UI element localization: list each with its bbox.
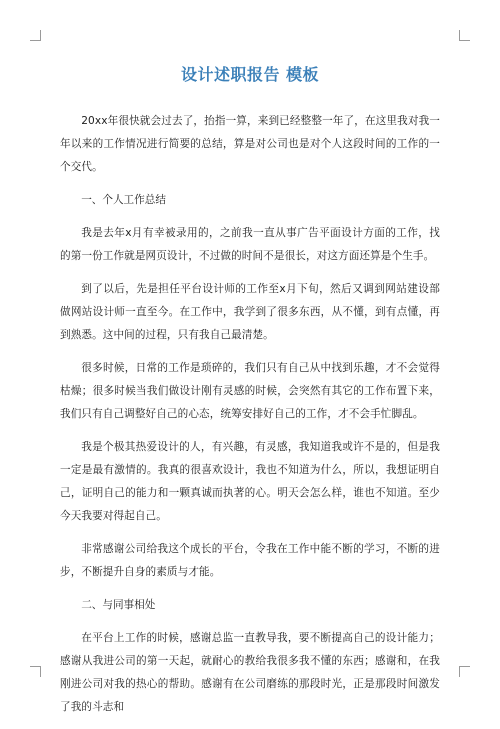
paragraph-colleagues: 在平台上工作的时候，感谢总监一直教导我，要不断提高自己的设计能力；感谢从我进公司的第一天起，就耐心的教给我很多我不懂的东西；感谢和，在我刚进公司对我的热心的帮助。感谢有在公司磨练的那段时光，正是那段时间激发了我的斗志和 — [60, 632, 440, 713]
document-body — [60, 110, 440, 719]
paragraph-role-change: 到了以后，先是担任平台设计师的工作至x月下旬，然后又调到网站建设部做网站设计师一直至今。在工作中，我学到了很多东西，从不懂，到有点懂，再到熟悉。这中间的过程，只有我自己最清楚。 — [60, 283, 440, 341]
paragraph-thanks: 非常感谢公司给我这个成长的平台，令我在工作中能不断的学习，不断的进步，不断提升自身的素质与才能。 — [60, 543, 440, 578]
paragraph-daily-work: 很多时候，日常的工作是琐碎的，我们只有自己从中找到乐趣，才不会觉得枯燥；很多时候当我们做设计刚有灵感的时候，会突然有其它的工作布置下来，我们只有自己调整好自己的心态，统筹安排好自己的工作，才不会手忙脚乱。 — [60, 362, 440, 420]
paragraph-passion: 我是个极其热爱设计的人，有兴趣，有灵感，我知道我或许不是的，但是我一定是最有激情的。我真的很喜欢设计，我也不知道为什么，所以，我想证明自己，证明自己的能力和一颗真诚而执著的心。明天会怎么样，谁也不知道。至少今天我要对得起自己。 — [60, 441, 440, 522]
section-heading-personal-summary: 一、个人工作总结 — [81, 194, 166, 206]
document-page — [60, 60, 440, 729]
paragraph-intro: 20xx年很快就会过去了，抬指一算，来到已经整整一年了，在这里我对我一年以来的工作情况进行简要的总结，算是对公司也是对个人这段时间的工作的一个交代。 — [60, 115, 440, 173]
document-title: 设计述职报告 模板 — [180, 65, 320, 84]
corner-mark-bottom-left — [30, 666, 41, 677]
corner-mark-top-right — [459, 30, 470, 41]
section-heading-colleagues: 二、与同事相处 — [81, 599, 156, 611]
corner-mark-top-left — [30, 30, 41, 41]
paragraph-hired: 我是去年x月有幸被录用的，之前我一直从事广告平面设计方面的工作，找的第一份工作就是网页设计，不过做的时间不是很长，对这方面还算是个生手。 — [60, 227, 440, 262]
corner-mark-bottom-right — [459, 666, 470, 677]
